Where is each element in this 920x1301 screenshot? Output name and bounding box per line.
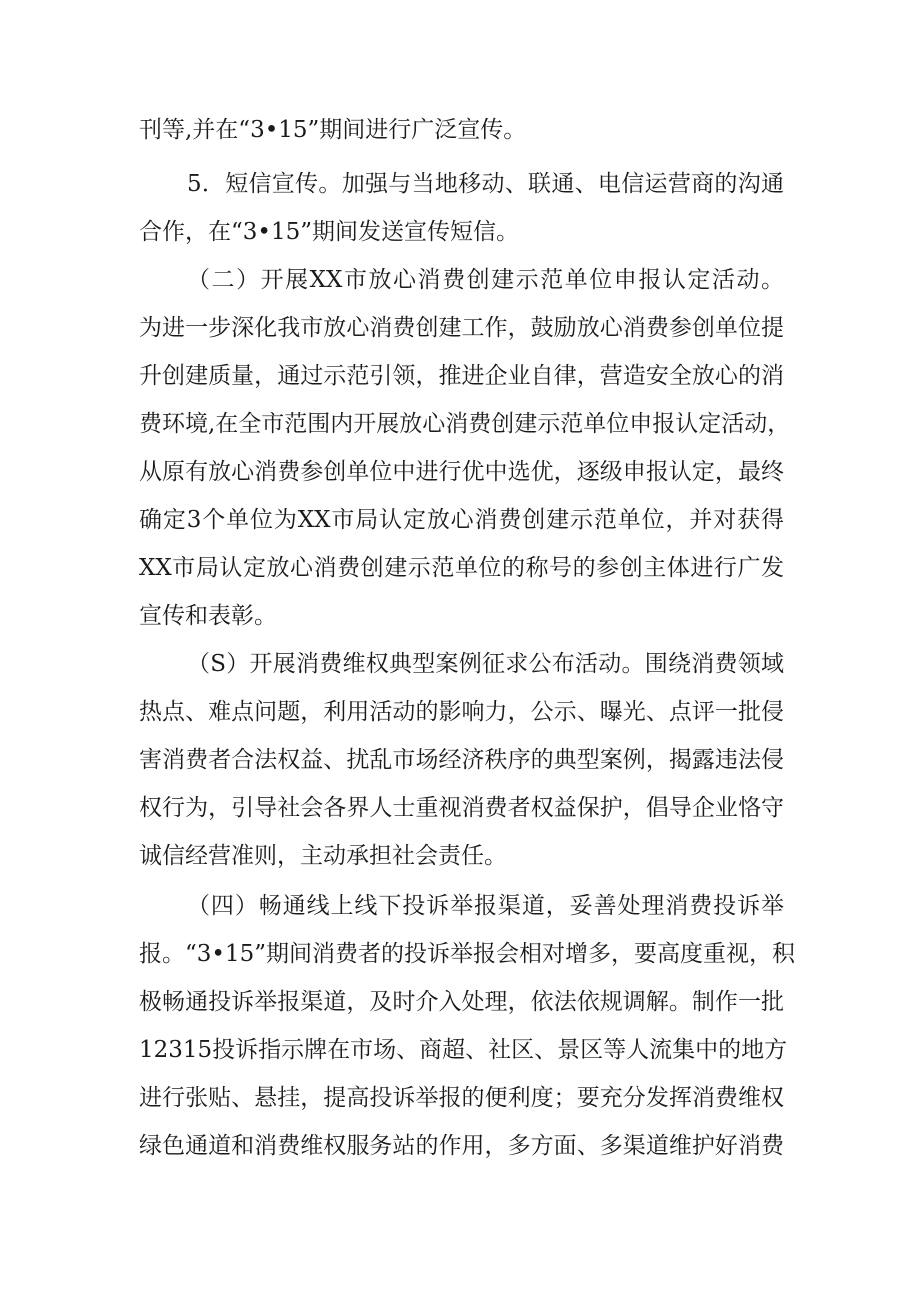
text-line: 从原有放心消费参创单位中进行优中选优，逐级申报认定，最终 bbox=[139, 459, 784, 485]
text-line: （S）开展消费维权典型案例征求公布活动。围绕消费领域 bbox=[187, 651, 784, 677]
text-line: 热点、难点问题，利用活动的影响力，公示、曝光、点评一批侵 bbox=[139, 699, 784, 725]
text-line: 费环境,在全市范围内开展放心消费创建示范单位申报认定活动， bbox=[139, 411, 791, 437]
text-line: 诚信经营准则，主动承担社会责任。 bbox=[139, 843, 507, 869]
text-line: 5．短信宣传。加强与当地移动、联通、电信运营商的沟通 bbox=[187, 171, 784, 197]
text-line: 权行为，引导社会各界人士重视消费者权益保护，倡导企业恪守 bbox=[139, 795, 784, 821]
text-line: （四）畅通线上线下投诉举报渠道，妥善处理消费投诉举 bbox=[187, 893, 784, 919]
text-line: 极畅通投诉举报渠道，及时介入处理，依法依规调解。制作一批 bbox=[139, 989, 784, 1015]
text-line: 绿色通道和消费维权服务站的作用，多方面、多渠道维护好消费 bbox=[139, 1133, 784, 1159]
text-line: 为进一步深化我市放心消费创建工作，鼓励放心消费参创单位提 bbox=[139, 315, 784, 341]
text-line: XX市局认定放心消费创建示范单位的称号的参创主体进行广发 bbox=[139, 555, 784, 581]
text-line: （二）开展XX市放心消费创建示范单位申报认定活动。 bbox=[187, 267, 784, 293]
text-line: 害消费者合法权益、扰乱市场经济秩序的典型案例，揭露违法侵 bbox=[139, 747, 784, 773]
text-line: 升创建质量，通过示范引领，推进企业自律，营造安全放心的消 bbox=[139, 363, 784, 389]
text-line: 刊等,并在“3•15”期间进行广泛宣传。 bbox=[139, 117, 527, 143]
text-line: 进行张贴、悬挂，提高投诉举报的便利度；要充分发挥消费维权 bbox=[139, 1085, 784, 1111]
text-line: 确定3个单位为XX市局认定放心消费创建示范单位，并对获得 bbox=[139, 507, 784, 533]
text-line: 报。“3•15”期间消费者的投诉举报会相对增多，要高度重视，积 bbox=[139, 941, 795, 967]
text-line: 合作，在“3•15”期间发送宣传短信。 bbox=[139, 219, 519, 245]
text-line: 宣传和表彰。 bbox=[139, 603, 277, 629]
text-line: 12315投诉指示牌在市场、商超、社区、景区等人流集中的地方 bbox=[139, 1037, 788, 1063]
